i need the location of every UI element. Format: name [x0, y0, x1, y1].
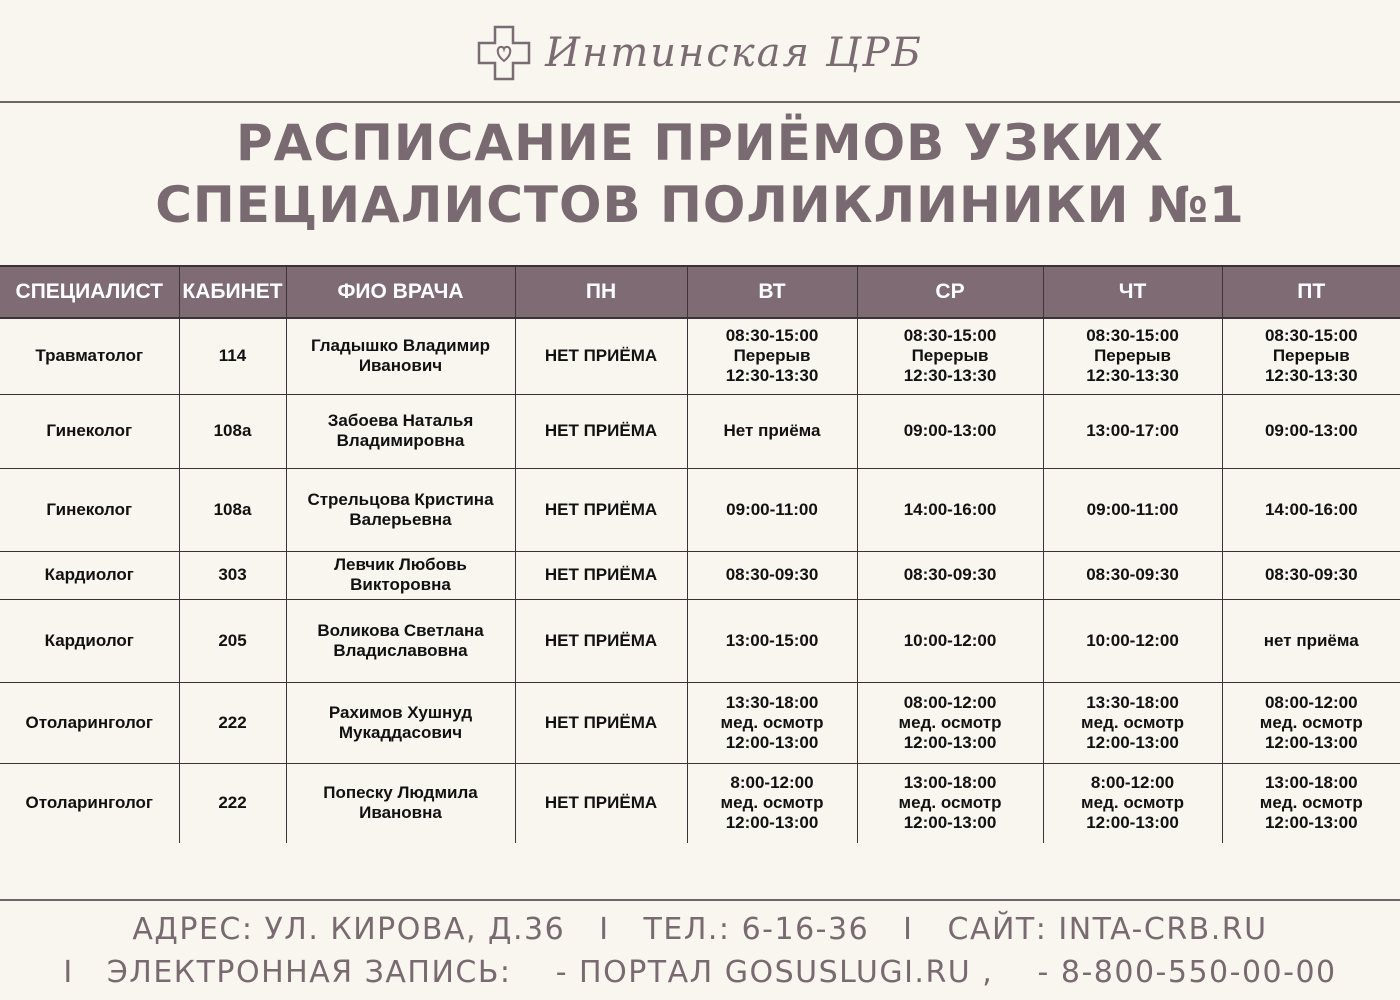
cell-doctor-line: Ивановна [359, 803, 442, 823]
cell-tue [687, 599, 857, 682]
table-row [0, 318, 1400, 394]
cell-room: 205 [179, 599, 286, 682]
cell-mon [515, 318, 687, 394]
cell-thu-line: мед. осмотр [1081, 712, 1184, 732]
cell-fri [1222, 468, 1400, 551]
cell-thu-line: 08:30-15:00 [1086, 326, 1179, 346]
cell-fri-line: нет приёма [1263, 630, 1359, 650]
hospital-logo [0, 18, 1400, 88]
cell-mon-line: НЕТ ПРИЁМА [544, 793, 658, 813]
cell-doctor-line: Викторовна [350, 575, 451, 594]
cell-fri-line: 14:00-16:00 [1264, 499, 1358, 519]
cell-fri-line: 12:00-13:00 [1264, 732, 1358, 752]
cell-mon [515, 763, 687, 843]
cell-fri [1222, 763, 1400, 843]
title-line-2: СПЕЦИАЛИСТОВ ПОЛИКЛИНИКИ №1 [155, 176, 1245, 234]
cell-wed-line: 12:30-13:30 [903, 366, 997, 386]
cell-thu [1043, 318, 1222, 394]
cell-mon [515, 394, 687, 468]
cell-doctor [286, 394, 515, 468]
header-thu: ЧТ [1043, 266, 1222, 318]
cell-wed [857, 394, 1043, 468]
table-body [0, 318, 1400, 843]
cell-mon-line: НЕТ ПРИЁМА [544, 630, 658, 650]
cell-fri-line: мед. осмотр [1259, 712, 1363, 732]
cell-thu-line: 12:00-13:00 [1086, 732, 1179, 752]
cell-doctor-line: Стрельцова Кристина [307, 489, 494, 509]
footer-separator: I [599, 912, 610, 947]
footer-hotline: - 8-800-550-00-00 [1037, 955, 1337, 990]
cell-tue-line: 08:30-15:00 [725, 326, 819, 346]
cell-fri-line: 08:30-15:00 [1264, 326, 1358, 346]
footer-phone: ТЕЛ.: 6-16-36 [643, 912, 870, 947]
cell-specialist: Гинеколог [0, 394, 179, 468]
cell-doctor [286, 551, 515, 599]
cell-specialist: Кардиолог [0, 599, 179, 682]
table-row [0, 551, 1400, 599]
cell-fri [1222, 551, 1400, 599]
cell-doctor-line: Забоева Наталья [327, 411, 474, 430]
cell-room: 108а [179, 468, 286, 551]
top-divider [0, 101, 1400, 103]
cell-doctor-line: Рахимов Хушнуд [328, 702, 473, 722]
cell-specialist: Гинеколог [0, 468, 179, 551]
cell-thu [1043, 394, 1222, 468]
footer-online-label: ЭЛЕКТРОННАЯ ЗАПИСЬ: [106, 955, 512, 990]
cell-thu [1043, 468, 1222, 551]
cell-room: 108а [179, 394, 286, 468]
cell-thu-line: 10:00-12:00 [1086, 630, 1179, 650]
footer-address: АДРЕС: УЛ. КИРОВА, Д.36 [132, 912, 566, 947]
title-line-1: РАСПИСАНИЕ ПРИЁМОВ УЗКИХ [236, 114, 1164, 172]
cell-fri [1222, 394, 1400, 468]
page-title [0, 112, 1400, 236]
cell-doctor-line: Валерьевна [349, 509, 452, 529]
footer-line2-prefix: I [63, 955, 74, 990]
table-row [0, 682, 1400, 763]
cell-wed-line: 08:30-09:30 [903, 565, 997, 584]
header-wed: СР [857, 266, 1043, 318]
cell-tue [687, 763, 857, 843]
cell-doctor-line: Левчик Любовь [334, 555, 467, 574]
cell-thu [1043, 599, 1222, 682]
cell-tue-line: 09:00-11:00 [726, 499, 818, 519]
cell-wed-line: 10:00-12:00 [903, 630, 997, 650]
cell-thu-line: 13:30-18:00 [1086, 692, 1179, 712]
cell-thu-line: мед. осмотр [1081, 793, 1184, 813]
header-doctor: ФИО ВРАЧА [286, 266, 515, 318]
cell-thu-line: Перерыв [1094, 346, 1171, 366]
logo-text: Интинская ЦРБ [545, 30, 923, 76]
cell-room: 222 [179, 763, 286, 843]
footer-site: САЙТ: INTA-CRB.RU [947, 912, 1268, 947]
cell-tue [687, 551, 857, 599]
footer-portal: - ПОРТАЛ GOSUSLUGI.RU , [555, 955, 994, 990]
cell-fri-line: 12:30-13:30 [1264, 366, 1358, 386]
cell-tue [687, 682, 857, 763]
cell-wed-line: Перерыв [911, 346, 989, 366]
cell-tue-line: 12:00-13:00 [725, 813, 819, 833]
cell-mon [515, 468, 687, 551]
cell-doctor [286, 599, 515, 682]
cell-tue-line: 12:30-13:30 [725, 366, 819, 386]
cell-fri-line: Перерыв [1272, 346, 1350, 366]
cell-wed-line: 08:30-15:00 [903, 326, 997, 346]
cell-mon-line: НЕТ ПРИЁМА [544, 565, 658, 584]
cell-mon [515, 599, 687, 682]
cell-doctor-line: Воликова Светлана [317, 620, 484, 640]
cell-wed [857, 682, 1043, 763]
cell-thu-line: 12:30-13:30 [1086, 366, 1179, 386]
cell-doctor [286, 468, 515, 551]
cell-wed-line: 14:00-16:00 [903, 499, 997, 519]
cell-specialist: Отоларинголог [0, 682, 179, 763]
footer-contacts [0, 912, 1400, 947]
cell-tue-line: 08:30-09:30 [725, 565, 819, 584]
cell-mon-line: НЕТ ПРИЁМА [544, 421, 658, 440]
cell-doctor [286, 682, 515, 763]
cell-wed-line: 09:00-13:00 [903, 421, 997, 440]
bottom-divider [0, 899, 1400, 901]
header-fri: ПТ [1222, 266, 1400, 318]
table-row [0, 599, 1400, 682]
cell-mon-line: НЕТ ПРИЁМА [544, 712, 658, 732]
cell-doctor [286, 763, 515, 843]
cell-doctor-line: Попеску Людмила [323, 783, 478, 803]
cell-doctor-line: Мукаддасович [338, 722, 463, 742]
cell-wed [857, 318, 1043, 394]
cell-tue [687, 394, 857, 468]
cell-tue-line: 13:00-15:00 [725, 630, 819, 650]
cell-thu [1043, 763, 1222, 843]
cell-tue [687, 318, 857, 394]
cell-room: 222 [179, 682, 286, 763]
cell-mon [515, 682, 687, 763]
cell-wed [857, 551, 1043, 599]
cell-thu-line: 09:00-11:00 [1086, 499, 1179, 519]
cell-wed-line: мед. осмотр [898, 793, 1002, 813]
cell-fri [1222, 318, 1400, 394]
cell-wed [857, 763, 1043, 843]
cell-tue-line: 8:00-12:00 [730, 773, 814, 793]
cell-fri-line: 09:00-13:00 [1264, 421, 1358, 440]
cell-doctor-line: Владимировна [336, 431, 465, 450]
cell-thu-line: 8:00-12:00 [1090, 773, 1175, 793]
footer-online-booking [0, 955, 1400, 990]
cell-fri [1222, 682, 1400, 763]
cell-wed-line: мед. осмотр [898, 712, 1002, 732]
cell-doctor [286, 318, 515, 394]
cell-fri-line: мед. осмотр [1259, 793, 1363, 813]
cell-mon-line: НЕТ ПРИЁМА [544, 499, 658, 519]
cell-thu [1043, 682, 1222, 763]
cell-tue-line: Перерыв [733, 346, 811, 366]
cell-tue-line: 13:30-18:00 [725, 692, 819, 712]
cell-tue-line: мед. осмотр [720, 793, 824, 813]
cell-thu-line: 08:30-09:30 [1086, 565, 1179, 584]
table-row [0, 763, 1400, 843]
cell-thu-line: 12:00-13:00 [1086, 813, 1179, 833]
cell-fri-line: 08:00-12:00 [1264, 692, 1358, 712]
cell-tue [687, 468, 857, 551]
cell-room: 303 [179, 551, 286, 599]
header-specialist: СПЕЦИАЛИСТ [0, 266, 179, 318]
cell-wed [857, 599, 1043, 682]
footer-separator: I [903, 912, 914, 947]
cell-fri-line: 08:30-09:30 [1264, 565, 1358, 584]
cell-specialist: Отоларинголог [0, 763, 179, 843]
table-row [0, 394, 1400, 468]
cell-mon [515, 551, 687, 599]
cell-specialist: Травматолог [0, 318, 179, 394]
schedule-table [0, 265, 1400, 843]
header-room: КАБИНЕТ [179, 266, 286, 318]
header-mon: ПН [515, 266, 687, 318]
cell-thu [1043, 551, 1222, 599]
cell-wed-line: 12:00-13:00 [903, 732, 997, 752]
cell-wed-line: 12:00-13:00 [903, 813, 997, 833]
cross-heart-icon [477, 25, 531, 81]
cell-tue-line: мед. осмотр [720, 712, 824, 732]
cell-doctor-line: Владиславовна [333, 640, 468, 660]
cell-fri-line: 13:00-18:00 [1264, 773, 1358, 793]
cell-mon-line: НЕТ ПРИЁМА [544, 346, 658, 366]
cell-fri [1222, 599, 1400, 682]
table-row [0, 468, 1400, 551]
cell-wed-line: 08:00-12:00 [903, 692, 997, 712]
cell-tue-line: 12:00-13:00 [725, 732, 819, 752]
cell-tue-line: Нет приёма [723, 421, 821, 440]
cell-doctor-line: Гладышко Владимир [310, 336, 491, 356]
cell-thu-line: 13:00-17:00 [1086, 421, 1179, 440]
table-header-row [0, 266, 1400, 318]
header-tue: ВТ [687, 266, 857, 318]
cell-doctor-line: Иванович [358, 356, 443, 376]
cell-fri-line: 12:00-13:00 [1264, 813, 1358, 833]
cell-wed [857, 468, 1043, 551]
cell-room: 114 [179, 318, 286, 394]
cell-specialist: Кардиолог [0, 551, 179, 599]
cell-wed-line: 13:00-18:00 [903, 773, 997, 793]
